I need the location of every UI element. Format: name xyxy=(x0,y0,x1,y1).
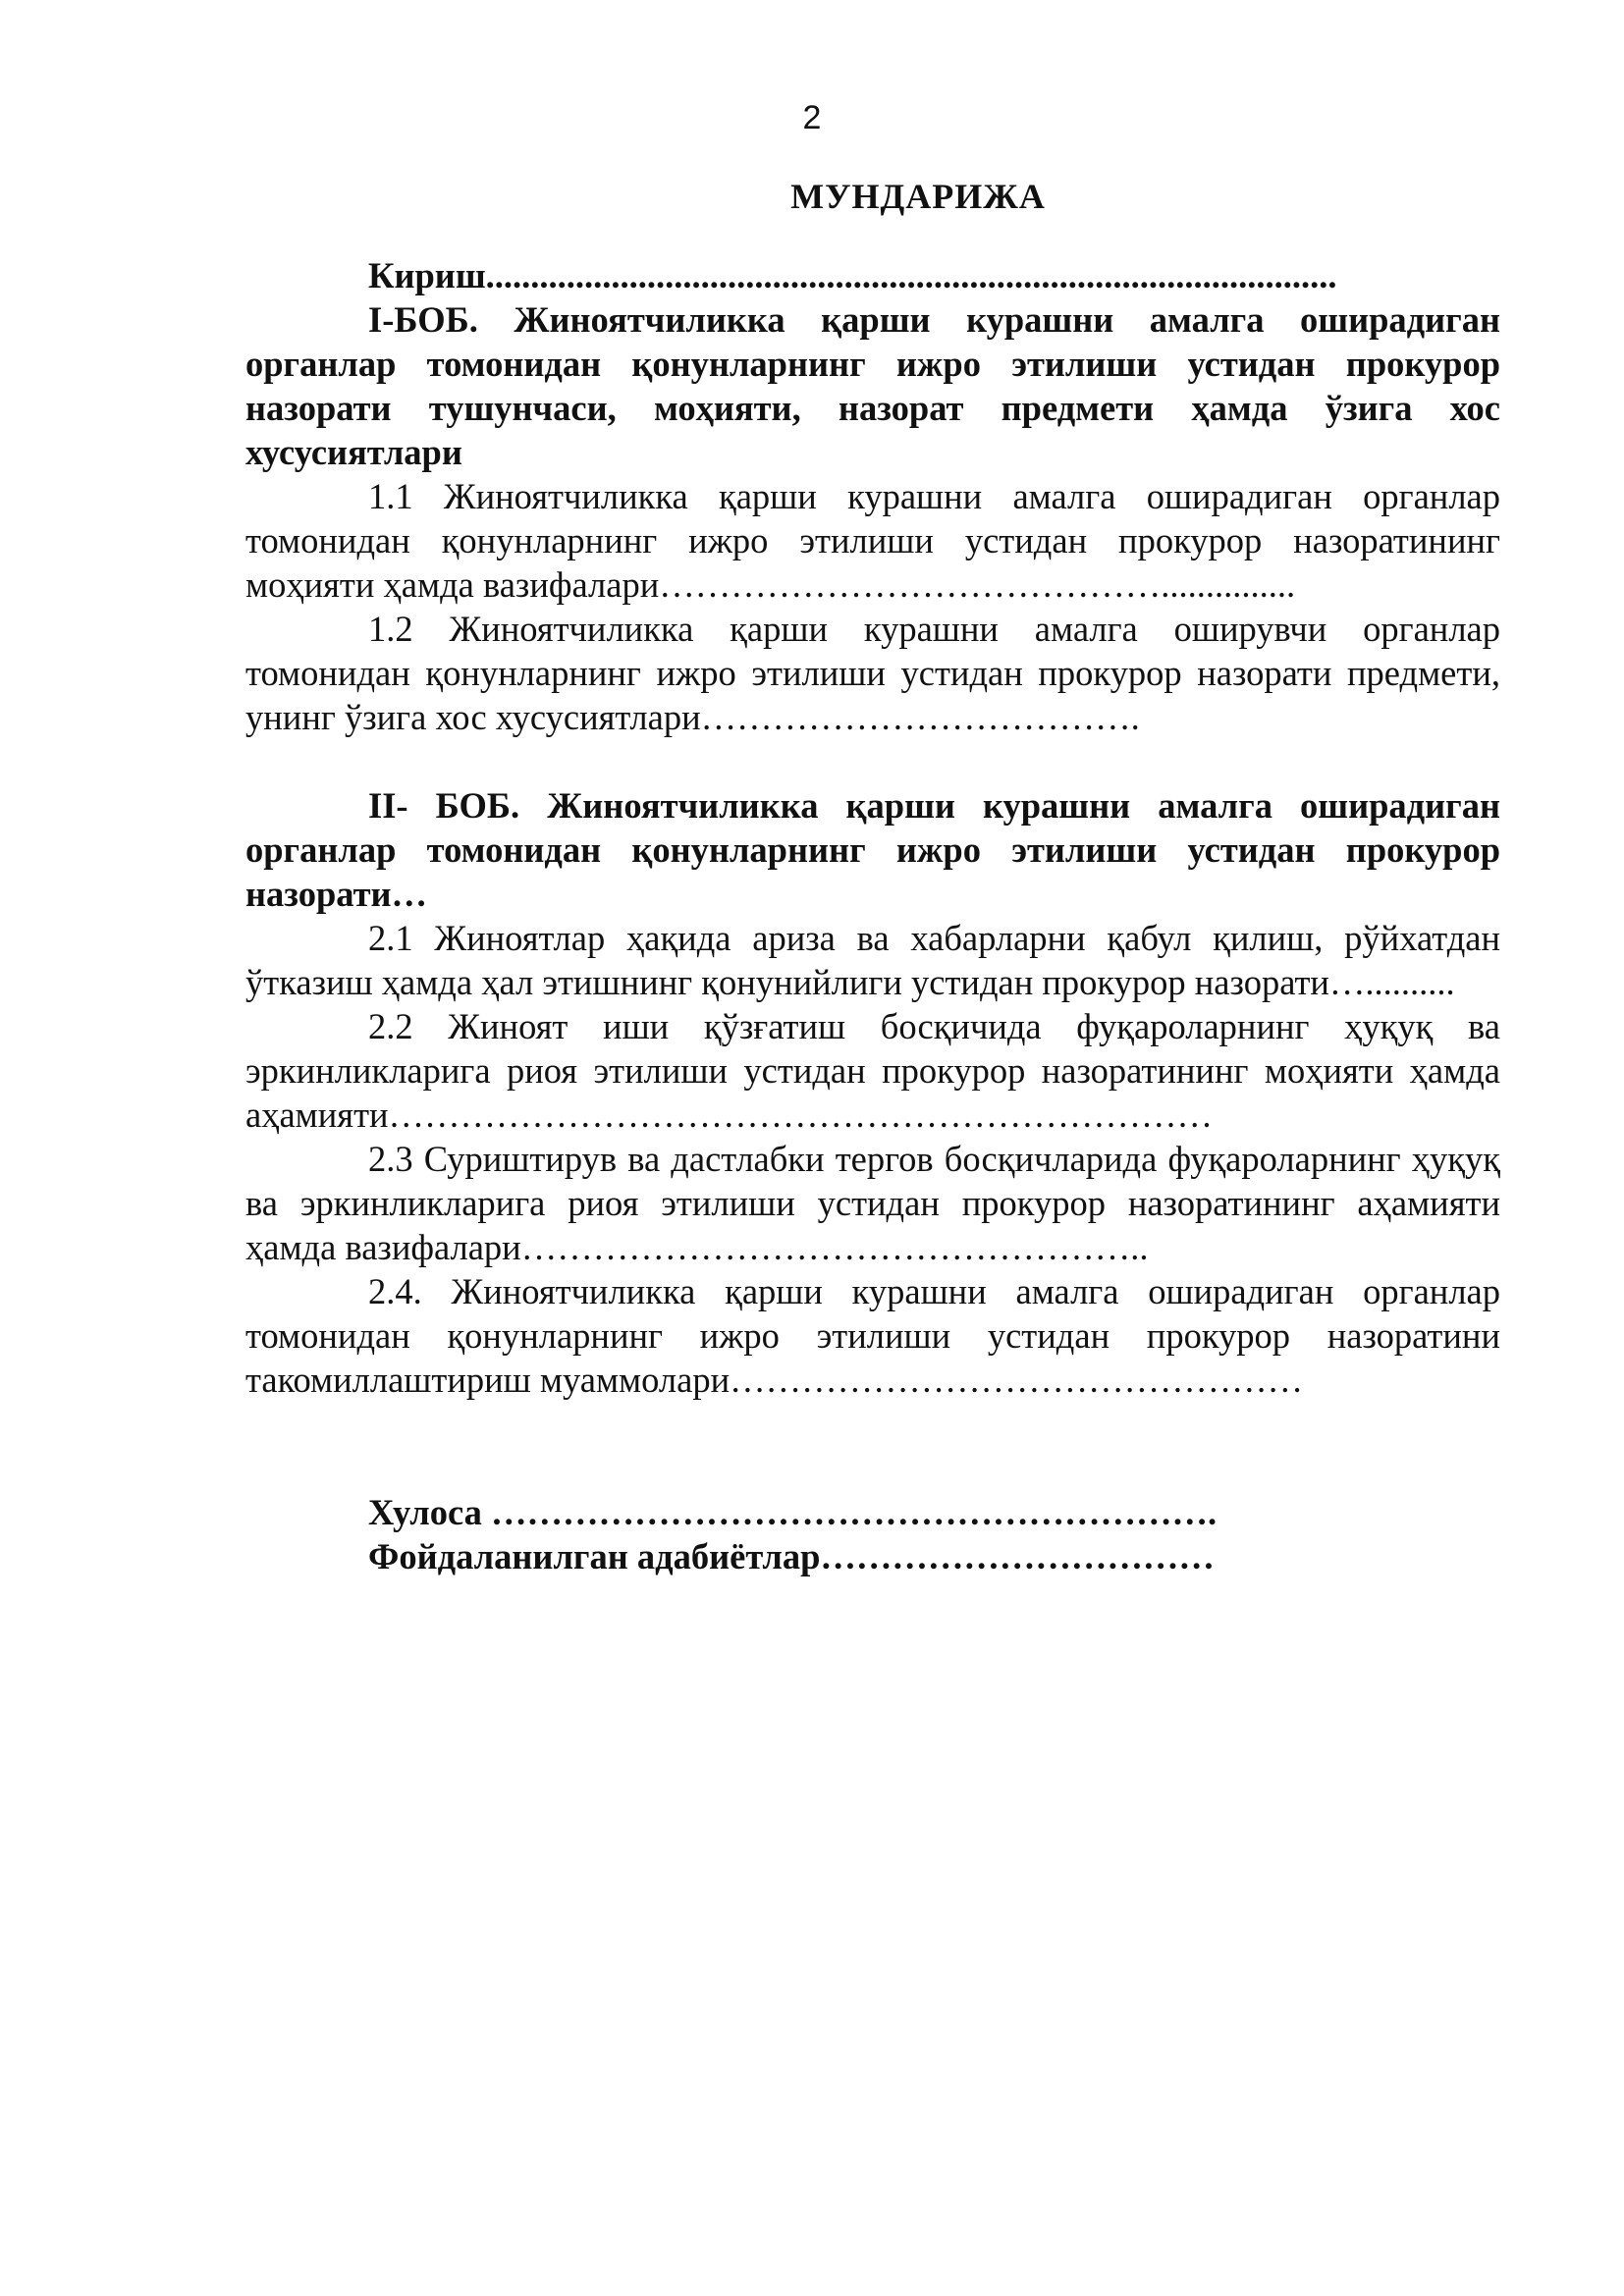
page-title: МУНДАРИЖА xyxy=(790,177,1046,216)
toc-entry-section-1-1: 1.1 Жиноятчиликка қарши курашни амалга оширадиган органлар томонидан қонунларнинг ижро этилиши устидан прокурор назоратининг моҳияти ҳамда вазифалари……………………………………............... xyxy=(245,476,1500,605)
table-of-contents xyxy=(245,253,1500,1578)
toc-entry-section-2-3: 2.3 Суриштирув ва дастлабки тергов босқичларида фуқароларнинг ҳуқуқ ва эркинликларига риоя этилиши устидан прокурор назоратининг аҳамияти ҳамда вазифалари…………………………………………….. xyxy=(245,1139,1500,1267)
toc-entry-section-2-1: 2.1 Жиноятлар ҳақида ариза ва хабарларни қабул қилиш, рўйхатдан ўтказиш ҳамда ҳал этишнинг қонунийлиги устидан прокурор назорати….......... xyxy=(245,918,1500,1002)
toc-entry-references: Фойдаланилган адабиётлар…………………………… xyxy=(368,1536,1215,1576)
page-number: 2 xyxy=(802,99,822,136)
toc-entry-chapter-2: II- БОБ. Жиноятчиликка қарши курашни амалга оширадиган органлар томонидан қонунларнинг ижро этилиши устидан прокурор назорати… xyxy=(245,785,1500,914)
toc-entry-section-2-2: 2.2 Жиноят иши қўзғатиш босқичида фуқароларнинг ҳуқуқ ва эркинликларига риоя этилиши устидан прокурор назоратининг моҳияти ҳамда аҳамияти…………………………………………………………… xyxy=(245,1006,1500,1135)
toc-entry-section-2-4: 2.4. Жиноятчиликка қарши курашни амалга оширадиган органлар томонидан қонунларнинг ижро этилиши устидан прокурор назоратини такомиллаштириш муаммолари………………………………………… xyxy=(245,1271,1500,1400)
toc-entry-chapter-1: I-БОБ. Жиноятчиликка қарши курашни амалга оширадиган органлар томонидан қонунларнинг ижро этилиши устидан прокурор назорати тушунчаси, моҳияти, назорат предмети ҳамда ўзига хос хусусиятлари xyxy=(245,299,1500,472)
toc-entry-intro: Кириш............................................................................................... xyxy=(368,255,1337,295)
toc-entry-section-1-2: 1.2 Жиноятчиликка қарши курашни амалга оширувчи органлар томонидан қонунларнинг ижро этилиши устидан прокурор назорати предмети, унинг ўзига хос хусусиятлари………………………………. xyxy=(245,609,1500,737)
toc-entry-conclusion: Хулоса ……………………………………………………. xyxy=(368,1492,1218,1532)
